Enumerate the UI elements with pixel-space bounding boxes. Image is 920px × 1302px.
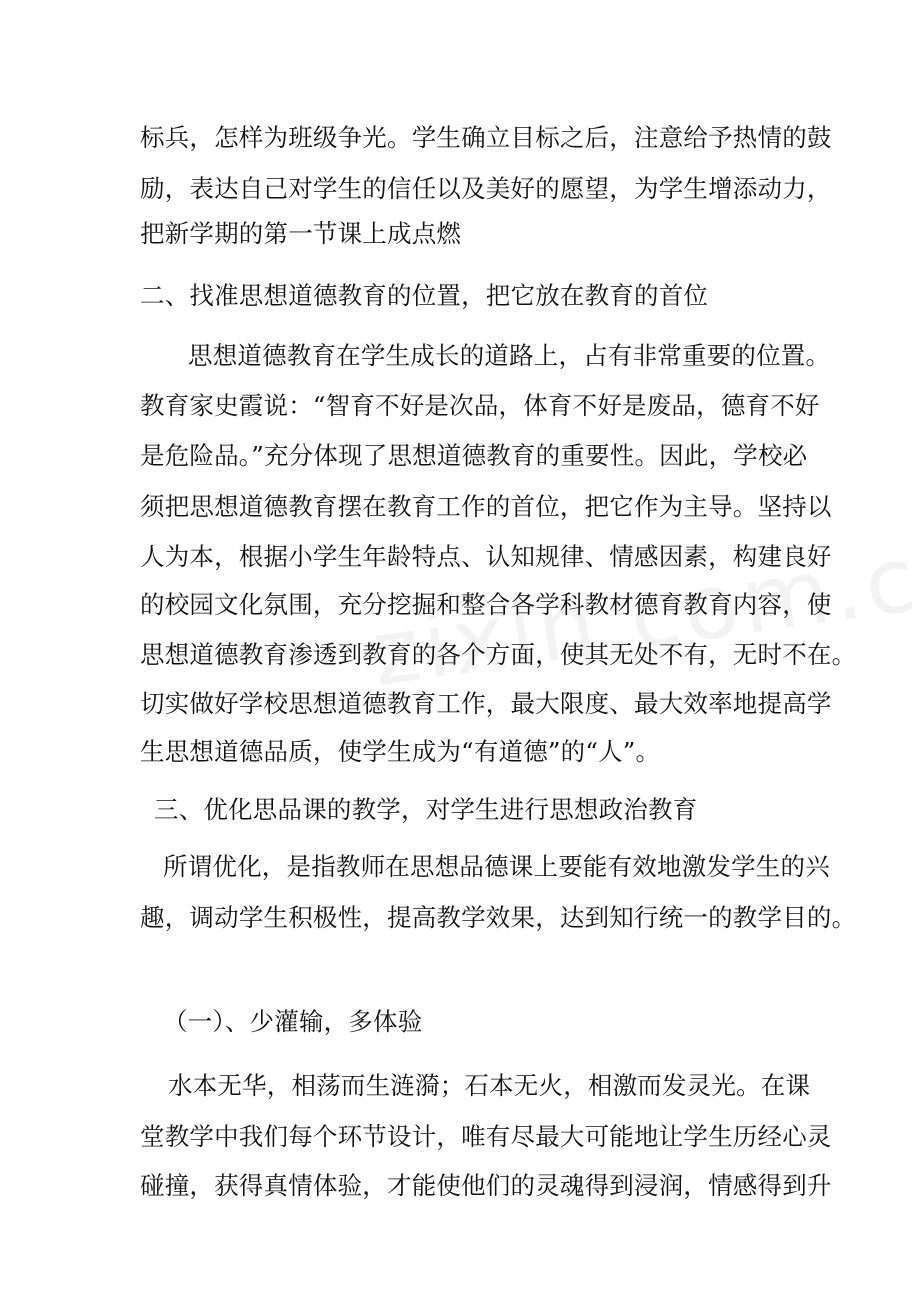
paragraph-line: 是危险品。”充分体现了思想道德教育的重要性。因此，学校必 [140, 441, 808, 470]
paragraph-line: 人为本，根据小学生年龄特点、认知规律、情感因素，构建良好 [140, 542, 832, 571]
paragraph-line: 的校园文化氛围，充分挖掘和整合各学科教材德育教育内容，使 [140, 590, 832, 619]
paragraph-line: 教育家史霞说：“智育不好是次品，体育不好是废品，德育不好 [140, 391, 820, 420]
paragraph-line: 思想道德教育渗透到教育的各个方面，使其无处不有，无时不在。 [140, 640, 857, 669]
paragraph-line: 思想道德教育在学生成长的道路上，占有非常重要的位置。 [188, 341, 831, 370]
paragraph-line: 标兵，怎样为班级争光。学生确立目标之后，注意给予热情的鼓 [140, 123, 832, 152]
paragraph-line: 所谓优化，是指教师在思想品德课上要能有效地激发学生的兴 [163, 852, 830, 881]
paragraph-line: 碰撞，获得真情体验，才能使他们的灵魂得到浸润，情感得到升 [140, 1171, 832, 1200]
paragraph-line: 须把思想道德教育摆在教育工作的首位，把它作为主导。坚持以 [140, 492, 832, 521]
paragraph-line: 励，表达自己对学生的信任以及美好的愿望，为学生增添动力， [140, 174, 832, 203]
section-heading-2: 二、找准思想道德教育的位置，把它放在教育的首位 [140, 281, 709, 310]
paragraph-line: 堂教学中我们每个环节设计，唯有尽最大可能地让学生历经心灵 [140, 1122, 832, 1151]
subsection-heading: （一）、少灌输，多体验 [163, 1007, 423, 1036]
paragraph-line: 切实做好学校思想道德教育工作，最大限度、最大效率地提高学 [140, 689, 832, 718]
paragraph-line: 把新学期的第一节课上成点燃 [140, 219, 462, 248]
paragraph-line: 水本无华，相荡而生涟漪；石本无火，相激而发灵光。在课 [168, 1071, 811, 1100]
paragraph-line: 生思想道德品质，使学生成为“有道德”的“人”。 [140, 737, 661, 766]
section-heading-3: 三、优化思品课的教学，对学生进行思想政治教育 [154, 795, 698, 824]
paragraph-line: 趣，调动学生积极性，提高教学效果，达到知行统一的教学目的。 [140, 903, 857, 932]
